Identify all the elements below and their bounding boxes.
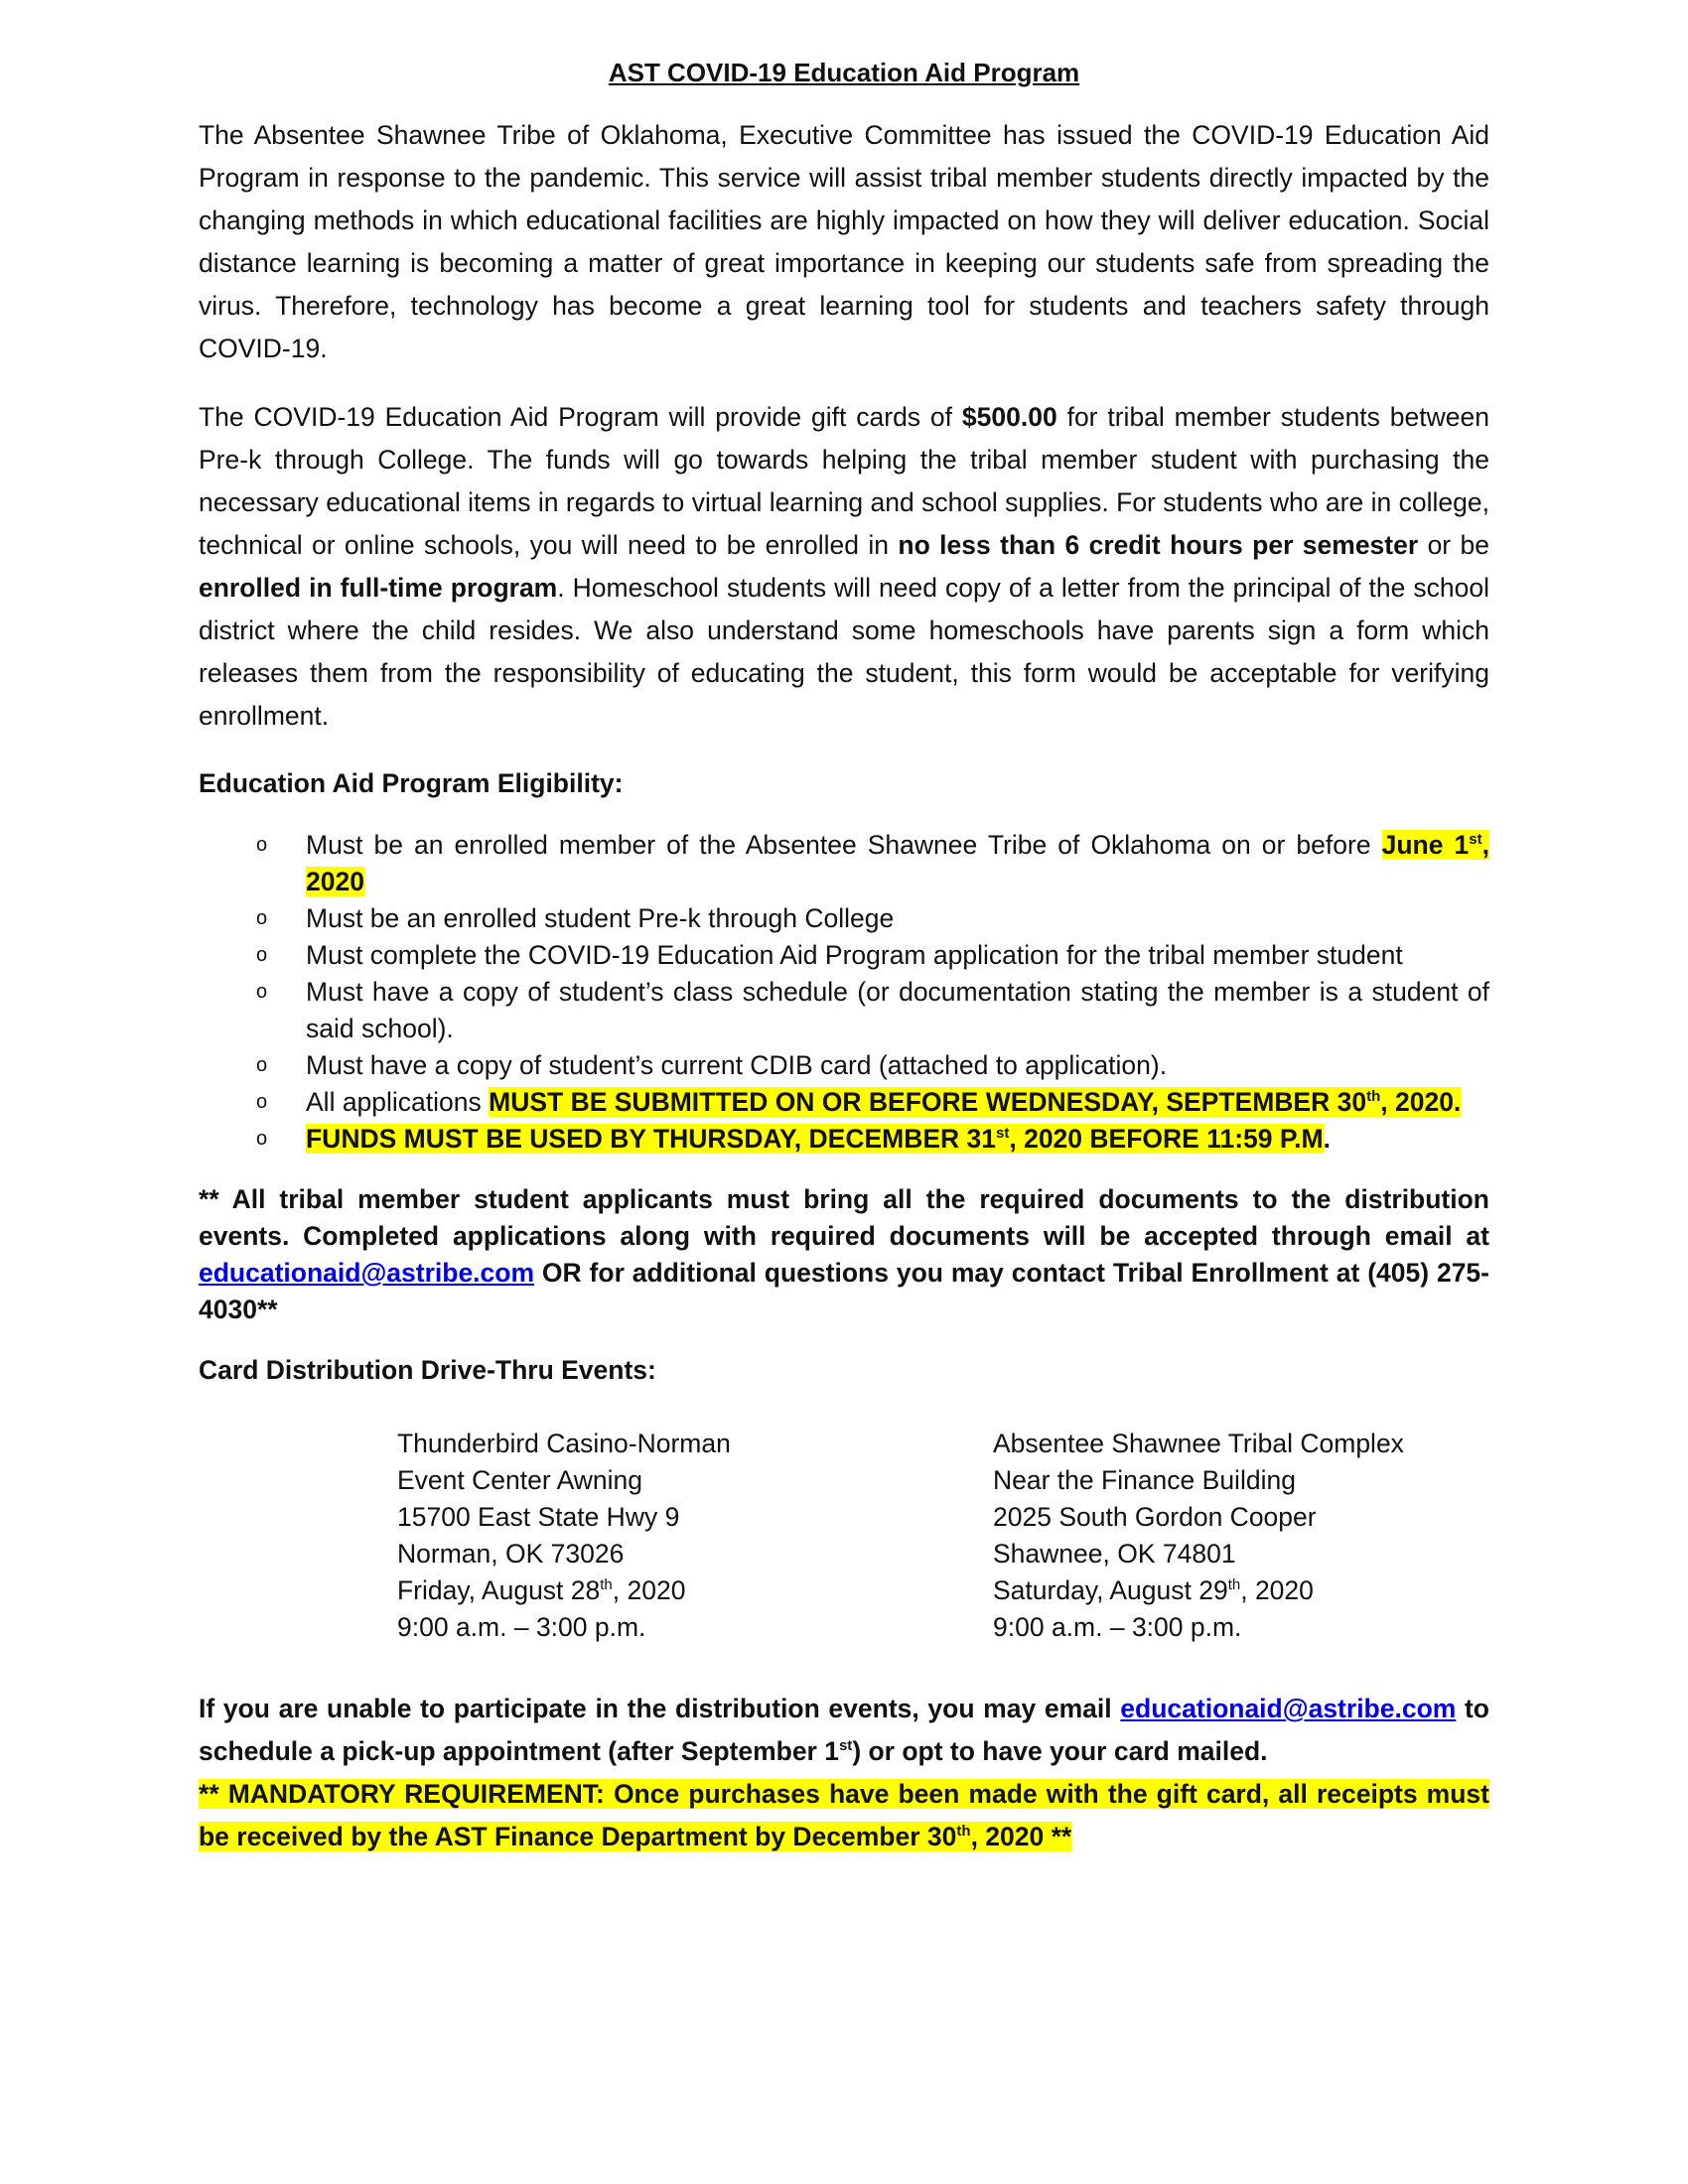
event-time: 9:00 a.m. – 3:00 p.m. — [397, 1612, 646, 1642]
event-date — [397, 1572, 731, 1609]
mandatory-year: , 2020 ** — [970, 1822, 1072, 1851]
documents-notice — [199, 1181, 1489, 1328]
mandatory-text: ** MANDATORY REQUIREMENT: Once purchases have been made with the gift card, all receipts must be received by the AST Finance Department by December 30 — [199, 1779, 1489, 1851]
bullet-icon: o — [256, 907, 268, 929]
bullet-icon: o — [256, 1054, 268, 1076]
ordinal-suffix: st — [838, 1737, 853, 1755]
credit-hours-requirement: no less than 6 credit hours per semester — [898, 530, 1419, 560]
program-text-1: The COVID-19 Education Aid Program will provide gift cards of — [199, 402, 962, 432]
program-text-3: or be — [1418, 530, 1489, 560]
event-street: 15700 East State Hwy 9 — [397, 1502, 680, 1532]
eligibility-item — [199, 1047, 1489, 1084]
eligibility-item-text: Must be an enrolled student Pre-k through College — [306, 903, 895, 933]
ordinal-suffix: th — [1366, 1088, 1381, 1106]
pickup-notice — [199, 1688, 1489, 1858]
event-venue: Thunderbird Casino-Norman — [397, 1429, 731, 1458]
eligibility-item-text: Must have a copy of student’s current CDIB card (attached to application). — [306, 1050, 1168, 1080]
event-location: Event Center Awning — [397, 1465, 643, 1495]
event-city: Shawnee, OK 74801 — [993, 1539, 1236, 1569]
event-venue: Absentee Shawnee Tribal Complex — [993, 1429, 1404, 1458]
eligibility-list — [199, 827, 1489, 1158]
eligibility-item — [199, 1121, 1489, 1158]
funds-deadline-text: FUNDS MUST BE USED BY THURSDAY, DECEMBER 31 — [306, 1124, 997, 1154]
document-content — [199, 58, 1489, 1858]
event-date-text: Saturday, August 29 — [993, 1575, 1228, 1605]
distribution-events — [199, 1426, 1489, 1650]
bullet-icon: o — [256, 1128, 268, 1150]
event-date-text: Friday, August 28 — [397, 1575, 601, 1605]
eligibility-item-text: Must be an enrolled member of the Absentee Shawnee Tribe of Oklahoma on or before — [306, 830, 1382, 860]
eligibility-item — [199, 1084, 1489, 1121]
enrollment-deadline-year: , 2020 — [306, 830, 1489, 896]
pickup-text-2: to schedule a pick-up appointment (after September 1 — [199, 1694, 1489, 1766]
eligibility-item — [199, 900, 1489, 937]
funds-deadline-period: . — [1323, 1124, 1331, 1154]
bullet-icon: o — [256, 981, 268, 1003]
event-street: 2025 South Gordon Cooper — [993, 1502, 1317, 1532]
program-details-paragraph — [199, 396, 1489, 738]
program-text-2: for tribal member students between Pre-k through College. The funds will go towards helping the tribal member student with purchasing the necessary educational items in regards to virtual learning and school supplies. For students who are in college, technical or online schools, you will need to be enrolled in — [199, 402, 1489, 560]
eligibility-heading: Education Aid Program Eligibility: — [199, 768, 624, 798]
event-date-year: , 2020 — [1240, 1575, 1314, 1605]
submission-deadline — [489, 1087, 1461, 1117]
bullet-icon: o — [256, 834, 268, 856]
funds-deadline-year: , 2020 BEFORE 11:59 P.M — [1009, 1124, 1324, 1154]
event-date — [993, 1572, 1404, 1609]
email-link[interactable]: educationaid@astribe.com — [199, 1258, 535, 1288]
bullet-icon: o — [256, 944, 268, 966]
event-date-year: , 2020 — [612, 1575, 686, 1605]
eligibility-item — [199, 937, 1489, 974]
eligibility-item-text: Must complete the COVID-19 Education Aid Program application for the tribal member student — [306, 940, 1403, 970]
events-heading: Card Distribution Drive-Thru Events: — [199, 1355, 656, 1385]
gift-card-amount: $500.00 — [961, 402, 1057, 432]
eligibility-item-text: All applications — [306, 1087, 490, 1117]
enrollment-deadline-date: June 1 — [1381, 830, 1470, 860]
ordinal-suffix: st — [1469, 831, 1482, 849]
ordinal-suffix: th — [956, 1823, 971, 1841]
program-text-4: . Homeschool students will need copy of a letter from the principal of the school district where the child resides. We also understand some homeschools have parents sign a form which releases them from the responsibility of educating the student, this form would be acceptable for verifying enrollment. — [199, 573, 1489, 731]
event-city: Norman, OK 73026 — [397, 1539, 625, 1569]
bullet-icon: o — [256, 1091, 268, 1113]
submission-deadline-text: MUST BE SUBMITTED ON OR BEFORE WEDNESDAY, SEPTEMBER 30 — [489, 1087, 1367, 1117]
submission-deadline-year: , 2020. — [1380, 1087, 1462, 1117]
eligibility-item — [199, 974, 1489, 1047]
ordinal-suffix: th — [1227, 1576, 1241, 1594]
pickup-text-3: ) or opt to have your card mailed. — [852, 1736, 1268, 1766]
pickup-text-1: If you are unable to participate in the distribution events, you may email — [199, 1694, 1121, 1723]
eligibility-item — [199, 827, 1489, 900]
email-link[interactable]: educationaid@astribe.com — [1120, 1694, 1457, 1723]
intro-paragraph: The Absentee Shawnee Tribe of Oklahoma, Executive Committee has issued the COVID-19 Education Aid Program in response to the pandemic. This service will assist tribal member students directly impacted by the changing methods in which educational facilities are highly impacted on how they will deliver education. Social distance learning is becoming a matter of great importance in keeping our students safe from spreading the virus. Therefore, technology has become a great learning tool for students and teachers safety through COVID-19. — [199, 120, 1489, 363]
page-title: AST COVID-19 Education Aid Program — [608, 58, 1080, 87]
notice-text-2: OR for additional questions you may contact Tribal Enrollment at (405) 275-4030** — [199, 1258, 1489, 1324]
full-time-requirement: enrolled in full-time program — [199, 573, 558, 603]
event-location: Near the Finance Building — [993, 1465, 1296, 1495]
ordinal-suffix: st — [996, 1125, 1010, 1143]
mandatory-requirement — [199, 1779, 1489, 1851]
funds-deadline — [306, 1124, 1324, 1154]
notice-text-1: ** All tribal member student applicants must bring all the required documents to the distribution events. Completed applications along with required documents will be accepted through email at — [199, 1184, 1489, 1251]
eligibility-item-text: Must have a copy of student’s class schedule (or documentation stating the member is a student of said school). — [306, 977, 1489, 1043]
ordinal-suffix: th — [600, 1576, 613, 1594]
event-norman — [397, 1426, 731, 1646]
event-shawnee — [993, 1426, 1404, 1646]
event-time: 9:00 a.m. – 3:00 p.m. — [993, 1612, 1242, 1642]
